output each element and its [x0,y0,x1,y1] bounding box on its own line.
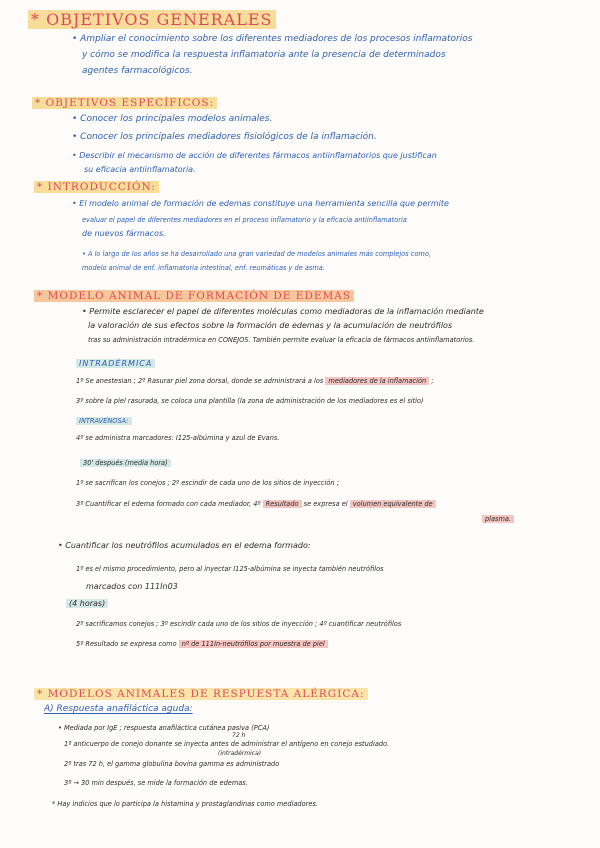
objetivos-especificos-line: • Conocer los principales mediadores fisiológicos de la inflamación. [72,132,377,142]
alergica-annotation: (intradérmica) [218,750,262,757]
intravenosa-heading: INTRAVENOSA: [76,417,132,425]
alergica-annotation: 72 h [232,732,246,739]
objetivos-generales-line: agentes farmacológicos. [82,66,193,76]
neutrofilos-title: • Cuantificar los neutrófilos acumulados en el edema formado: [58,541,311,550]
neutrofilos-line: 1º es el mismo procedimiento, pero al inyectar I125-albúmina se inyecta también neutrófilos [76,565,384,573]
intravenosa-time: 30' después (media hora) [80,459,171,467]
intravenosa-step-continuation: plasma. [482,515,514,523]
modelo-edemas-intro-line: la valoración de sus efectos sobre la formación de edemas y la acumulación de neutrófilos [88,321,453,330]
alergica-line: • Mediada por IgE ; respuesta anafiláctica cutánea pasiva (PCA) [58,724,270,732]
introduccion-line: • El modelo animal de formación de edemas constituye una herramienta sencilla que permite [72,199,449,208]
neutrofilos-time: (4 horas) [66,599,108,608]
introduccion-line: • A lo largo de los años se ha desarrollado una gran variedad de modelos animales más complejos como, [82,250,431,258]
heading-objetivos-generales: * OBJETIVOS GENERALES [28,10,276,29]
intravenosa-step: 4º se administra marcadores: I125-albúmina y azul de Evans. [76,434,280,442]
alergica-line: 2º tras 72 h, el gamma globulina bovina gamma es administrado [64,760,280,768]
intravenosa-step: 3º Cuantificar el edema formado con cada mediador, 4º Resultado se expresa el volumen equivalente de [76,500,436,508]
neutrofilos-line: 5º Resultado se expresa como nº de 111In-neutrófilos por muestra de piel [76,640,328,648]
neutrofilos-line: 2º sacrificamos conejos ; 3º escindir cada uno de los sitios de inyección ; 4º cuantificar neutrófilos [76,620,402,628]
objetivos-especificos-line: • Describir el mecanismo de acción de diferentes fármacos antiinflamatorios que justifican [72,151,437,160]
intradermica-step: 3º sobre la piel rasurada, se coloca una plantilla (la zona de administración de los mediadores es el sitio) [76,397,424,405]
modelo-edemas-intro-line: tras su administración intradérmica en CONEJOS. También permite evaluar la eficacia de fármacos antiinflamatorios. [88,336,475,344]
respuesta-anafilactica-subheading: A) Respuesta anafiláctica aguda: [44,704,193,714]
alergica-line: 1º anticuerpo de conejo donante se inyecta antes de administrar el antígeno en conejo estudiado. [64,740,390,748]
intravenosa-step: 1º se sacrifican los conejos ; 2º escindir de cada uno de los sitios de inyección ; [76,479,339,487]
intradermica-step: 1º Se anestesian ; 2º Rasurar piel zona dorsal, donde se administrará a los mediadores de la inflamación ; [76,377,434,385]
heading-modelo-edemas: * MODELO ANIMAL DE FORMACIÓN DE EDEMAS [34,290,354,302]
objetivos-generales-line: y cómo se modifica la respuesta inflamatoria ante la presencia de determinados [82,50,446,60]
introduccion-line: de nuevos fármacos. [82,229,166,238]
modelo-edemas-intro-line: • Permite esclarecer el papel de diferentes moléculas como mediadoras de la inflamación mediante [82,307,484,316]
objetivos-generales-line: • Ampliar el conocimiento sobre los diferentes mediadores de los procesos inflamatorios [72,34,473,44]
objetivos-especificos-line: • Conocer los principales modelos animales. [72,114,273,124]
heading-modelos-alergica: * MODELOS ANIMALES DE RESPUESTA ALÉRGICA: [34,688,368,700]
intradermica-heading: INTRADÉRMICA [76,359,155,368]
alergica-line: 3º → 30 min después, se mide la formación de edemas. [64,779,248,787]
heading-objetivos-especificos: * OBJETIVOS ESPECÍFICOS: [32,97,217,109]
neutrofilos-line: marcados con 111In03 [86,582,178,591]
alergica-line: * Hay indicios que lo participa la histamina y prostaglandinas como mediadores. [52,800,318,808]
heading-introduccion: * INTRODUCCIÓN: [34,181,159,193]
objetivos-especificos-line: su eficacia antiinflamatoria. [84,165,196,174]
introduccion-line: modelo animal de enf. inflamatoria intestinal, enf. reumáticas y de asma. [82,264,325,272]
introduccion-line: evaluar el papel de diferentes mediadores en el proceso inflamatorio y la eficacia antiinflamatoria [82,216,407,224]
